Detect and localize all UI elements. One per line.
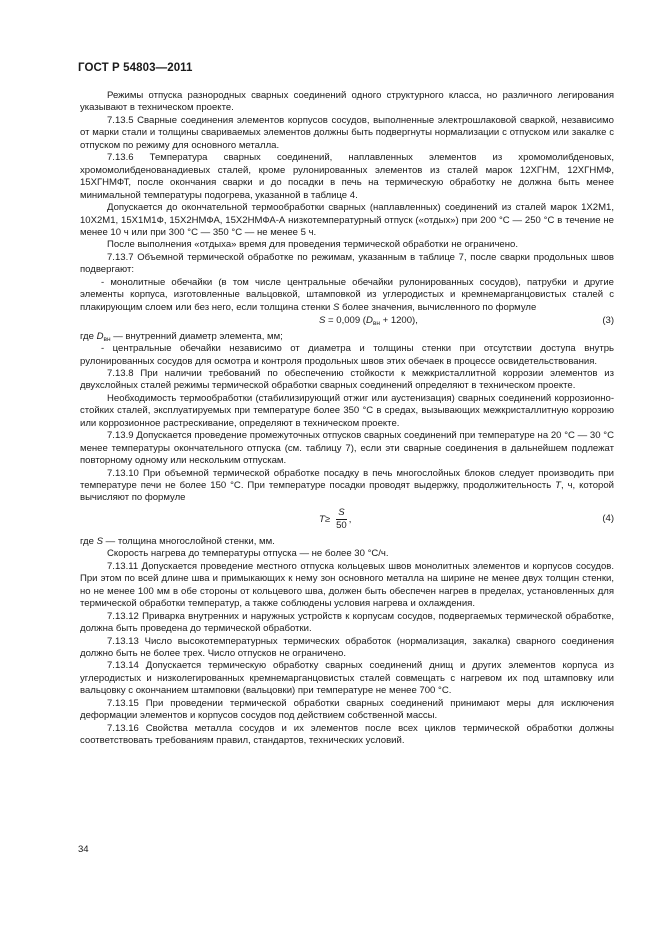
clause-7-13-9: 7.13.9 Допускается проведение промежуточных отпусков сварных соединений при температуре на 20 °С — 30 °С менее температуры окончательного отпуска (см. таблицу 7), если эти сварные соединения в дальнейшем подлежат повторному одному или нескольким отпускам. xyxy=(80,430,614,467)
list-item: - центральные обечайки независимо от диаметра и толщины стенки при отсутствии доступа внутрь рулонированных сосудов для осмотра и контроля продольных швов этих обечаек в процессе освидетельствования. xyxy=(80,343,614,367)
page-number: 34 xyxy=(78,844,89,855)
clause-7-13-6: 7.13.6 Температура сварных соединений, наплавленных элементов из хромомолибденовых, хромомолибденованадиевых сталей, кроме рулонированных элементов из сталей марок 12ХГНМ, 12ХГНМФ, 15ХГНМФТ, после окончания сварки и до посадки в печь на термическую обработку не должна быть менее минимальной температуры подогрева, указанной в таблице 4. xyxy=(80,152,614,201)
paragraph: Допускается до окончательной термообработки сварных (наплавленных) соединений из сталей марок 1Х2М1, 10Х2М1, 15Х1М1Ф, 15Х2НМФА, 15Х2НМФА-А низкотемпературный отпуск («отдых») при 200 °С — 250 °С в течение не менее 10 ч или при 300 °С — 350 °С — не менее 5 ч. xyxy=(80,202,614,238)
clause-7-13-12: 7.13.12 Приварка внутренних и наружных устройств к корпусам сосудов, подвергаемых термической обработке, должна быть проведена до термической обработки. xyxy=(80,610,614,635)
clause-7-13-7: 7.13.7 Объемной термической обработке по режимам, указанным в таблице 7, после сварки продольных швов подвергают: xyxy=(80,251,614,276)
clause-7-13-8: 7.13.8 При наличии требований по обеспечению стойкости к межкристаллитной коррозии элементов из двухслойных сталей режимы термической обработки сварных соединений определяют в техническом проекте. xyxy=(80,367,614,392)
formula-4 xyxy=(80,505,614,535)
formula-4-definition: где S — толщина многослойной стенки, мм. xyxy=(80,535,275,547)
formula-4-number: (4) xyxy=(602,512,614,524)
clause-7-13-10: 7.13.10 При объемной термической обработке посадку в печь многослойных блоков следует производить при температуре печи не более 150 °С. При температуре посадки проводят выдержку, продолжительность T, ч, которой вычисляют по формуле xyxy=(80,467,614,504)
formula-4-expression: T ≥ $\frac{S}{50}$ , xyxy=(319,507,352,532)
paragraph: После выполнения «отдыха» время для проведения термической обработки не ограничено. xyxy=(107,239,518,251)
clause-7-13-14: 7.13.14 Допускается термическую обработку сварных соединений днищ и других элементов корпуса из углеродистых и низколегированных кремнемарганцовистых сталей совмещать с нагревом их под штамповку или вальцовку с окончанием штамповки (вальцовки) при температуре не менее 700 °С. xyxy=(80,660,614,697)
document-body xyxy=(80,90,614,748)
list-item: - монолитные обечайки (в том числе центральные обечайки рулонированных сосудов), патрубки и другие элементы корпуса, изготовленные вальцовкой, штамповкой из углеродистых и кремнемарганцовистых сталей с плакирующим слоем или без него, если толщина стенки S более значения, вычисленного по формуле xyxy=(80,276,614,313)
formula-3-number: (3) xyxy=(602,315,614,327)
clause-7-13-13: 7.13.13 Число высокотемпературных термических обработок (нормализация, закалка) сварного соединения должно быть не более трех. Число отпусков не ограничено. xyxy=(80,635,614,660)
formula-3-definition: где $D_{вн}$ — внутренний диаметр элемента, мм; xyxy=(80,330,283,343)
paragraph: Режимы отпуска разнородных сварных соединений одного структурного класса, но различного легирования указывают в техническом проекте. xyxy=(80,90,614,114)
paragraph: Скорость нагрева до температуры отпуска — не более 30 °С/ч. xyxy=(107,548,389,560)
fraction: $\frac{S}{50}$ xyxy=(336,507,347,532)
formula-3-expression: S = 0,009 $(D_{вн} + 1200)$, xyxy=(319,315,418,328)
paragraph: Необходимость термообработки (стабилизирующий отжиг или аустенизация) сварных соединений коррозионно-стойких сталей, эксплуатируемых при температуре более 350 °С в средах, вызывающих межкристаллитную коррозию или коррозионное растрескивание, определяют в техническом проекте. xyxy=(80,392,614,429)
clause-7-13-11: 7.13.11 Допускается проведение местного отпуска кольцевых швов монолитных элементов и корпусов сосудов. При этом по всей длине шва и примыкающих к нему зон основного металла на ширине не менее двух толщин стенки, но не менее 100 мм в обе стороны от кольцевого шва, должен быть обеспечен нагрев в пределах, установленных для термической обработки температур, а также соблюдены условия нагрева и охлаждения. xyxy=(80,560,614,610)
standard-header: ГОСТ Р 54803—2011 xyxy=(78,62,193,74)
clause-7-13-5: 7.13.5 Сварные соединения элементов корпусов сосудов, выполненные электрошлаковой сваркой, независимо от марки стали и толщины свариваемых элементов должны быть подвергнуты нормализации с отпуском или закалке с отпуском по режиму для основного металла. xyxy=(80,114,614,151)
formula-3 xyxy=(80,315,614,327)
clause-7-13-15: 7.13.15 При проведении термической обработки сварных соединений принимают меры для исключения деформации элементов и корпусов сосудов под действием собственной массы. xyxy=(80,697,614,722)
clause-7-13-16: 7.13.16 Свойства металла сосудов и их элементов после всех циклов термической обработки должны соответствовать требованиям правил, стандартов, технических условий. xyxy=(80,722,614,747)
